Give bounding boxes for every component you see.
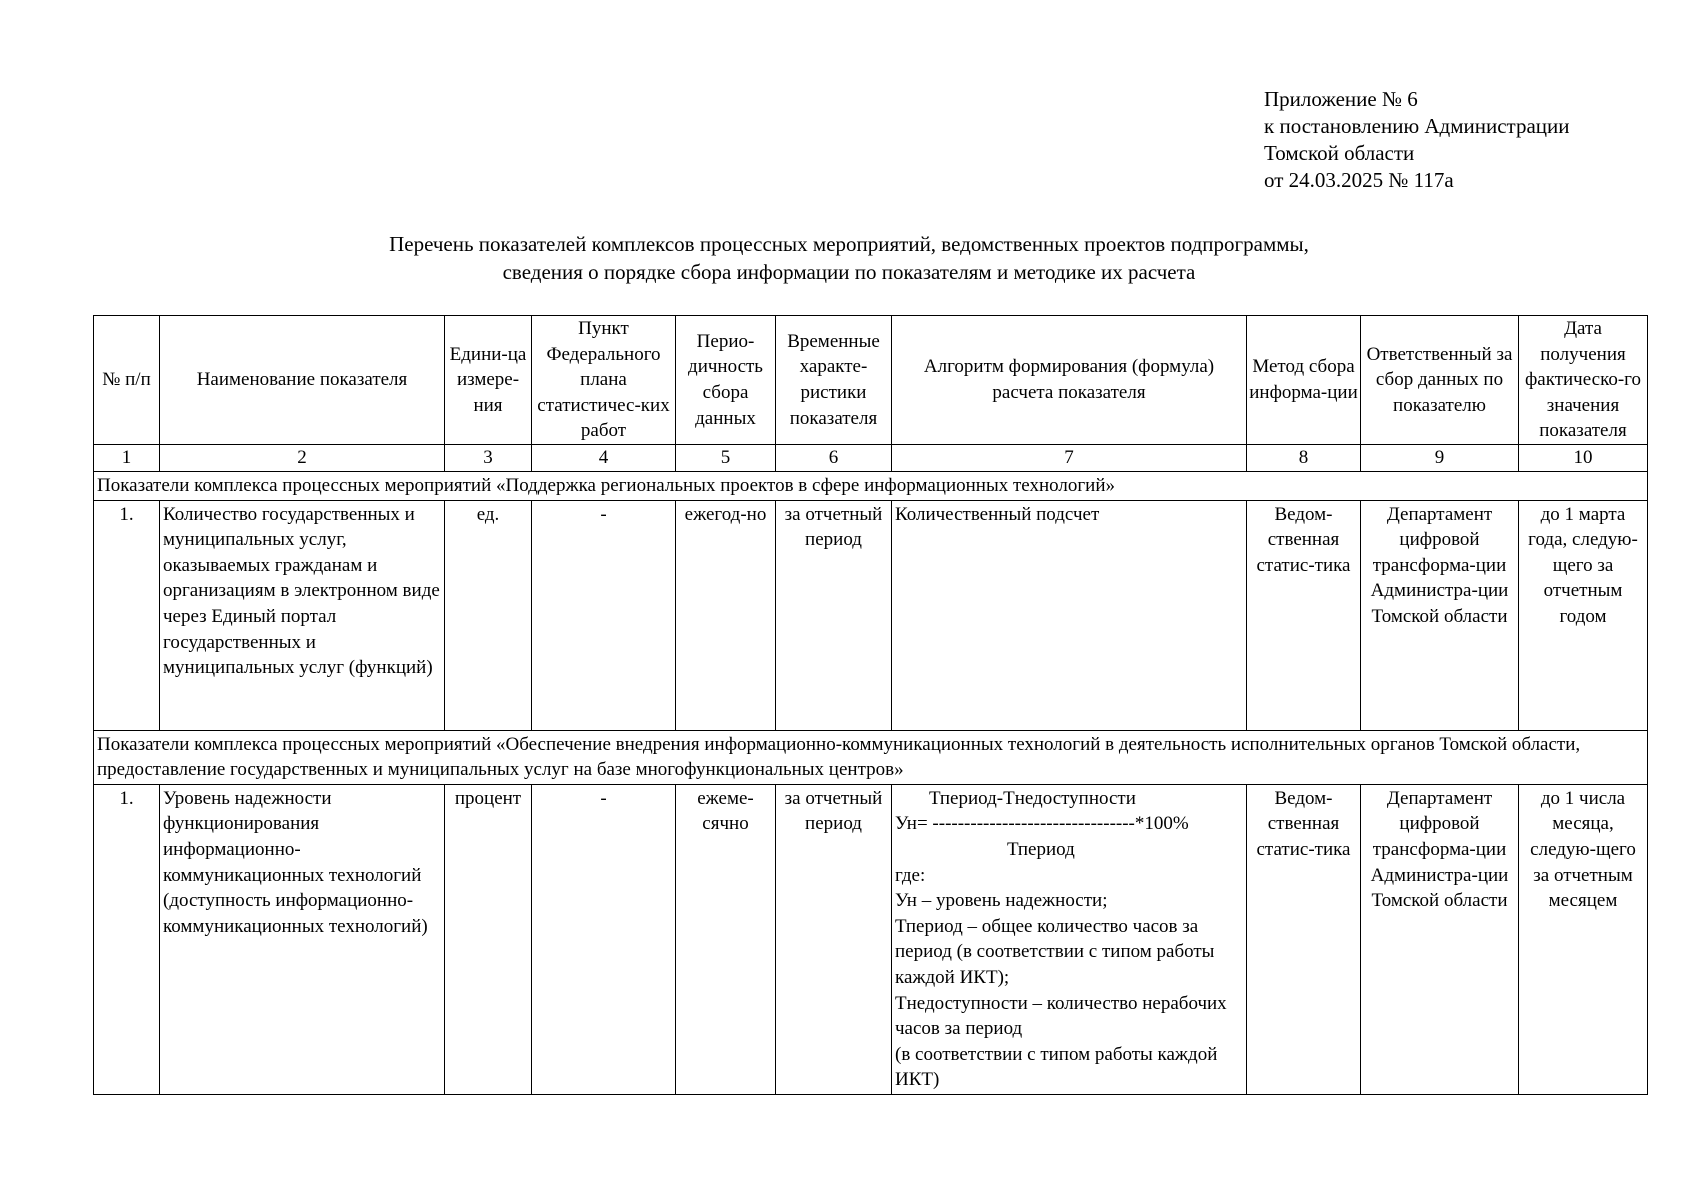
header-cell: Наименование показателя <box>160 316 445 445</box>
unit-cell: процент <box>445 784 532 1094</box>
annex-block <box>1264 86 1570 194</box>
formula-numerator: Тпериод-Тнедоступности <box>929 787 1136 809</box>
header-cell: Метод сбора информа-ции <box>1247 316 1361 445</box>
header-cell: № п/п <box>94 316 160 445</box>
date-cell: до 1 числа месяца, следую-щего за отчетным месяцем <box>1519 784 1648 1094</box>
algorithm-cell: Количественный подсчет <box>892 500 1247 730</box>
method-cell: Ведом-ственная статис-тика <box>1247 784 1361 1094</box>
responsible-cell: Департамент цифровой трансформа-ции Администра-ции Томской области <box>1361 500 1519 730</box>
header-cell: Алгоритм формирования (формула) расчета показателя <box>892 316 1247 445</box>
method-cell: Ведом-ственная статис-тика <box>1247 500 1361 730</box>
column-number: 5 <box>676 444 776 471</box>
algorithm-cell <box>892 784 1247 1094</box>
time-char-cell: за отчетный период <box>776 784 892 1094</box>
header-cell: Ответственный за сбор данных по показателю <box>1361 316 1519 445</box>
column-number: 8 <box>1247 444 1361 471</box>
header-cell: Временные характе-ристики показателя <box>776 316 892 445</box>
periodicity-cell: ежегод-но <box>676 500 776 730</box>
table-row <box>94 784 1648 1094</box>
title-line: сведения о порядке сбора информации по показателям и методике их расчета <box>502 260 1196 284</box>
row-number: 1. <box>94 784 160 1094</box>
header-cell: Едини-ца измере-ния <box>445 316 532 445</box>
header-cell: Пункт Федерального плана статистичес-ких работ <box>532 316 676 445</box>
periodicity-cell: ежеме-сячно <box>676 784 776 1094</box>
column-number-row <box>94 444 1648 471</box>
row-number: 1. <box>94 500 160 730</box>
formula-definition: Ун – уровень надежности; <box>895 890 1108 912</box>
column-number: 6 <box>776 444 892 471</box>
column-number: 4 <box>532 444 676 471</box>
formula-definition: (в соответствии с типом работы каждой ИКТ) <box>895 1043 1218 1091</box>
formula-definition: Тпериод – общее количество часов за период (в соответствии с типом работы каждой ИКТ); <box>895 915 1215 988</box>
annex-line: от 24.03.2025 № 117а <box>1264 168 1454 192</box>
column-number: 2 <box>160 444 445 471</box>
section-title: Показатели комплекса процессных мероприятий «Обеспечение внедрения информационно-коммуникационных технологий в деятельность исполнительных органов Томской области, предоставление государственных и муниципальных услуг на базе многофункциональных центров» <box>94 730 1648 784</box>
header-cell: Перио-дичность сбора данных <box>676 316 776 445</box>
column-number: 9 <box>1361 444 1519 471</box>
section-title: Показатели комплекса процессных мероприятий «Поддержка региональных проектов в сфере информационных технологий» <box>94 471 1648 500</box>
formula-where: где: <box>895 864 926 886</box>
annex-line: Томской области <box>1264 141 1415 165</box>
indicators-table <box>93 315 1648 1095</box>
formula-line: Ун= --------------------------------*100% <box>895 813 1189 835</box>
column-number: 7 <box>892 444 1247 471</box>
annex-line: Приложение № 6 <box>1264 87 1418 111</box>
formula-denominator: Тпериод <box>1007 838 1075 860</box>
section-row <box>94 471 1648 500</box>
date-cell: до 1 марта года, следую-щего за отчетным годом <box>1519 500 1648 730</box>
header-row <box>94 316 1648 445</box>
section-row <box>94 730 1648 784</box>
header-cell: Дата получения фактическо-го значения показателя <box>1519 316 1648 445</box>
indicator-name: Уровень надежности функционирования информационно-коммуникационных технологий (доступность информационно-коммуникационных технологий) <box>160 784 445 1094</box>
fed-plan-cell: - <box>532 500 676 730</box>
document-title <box>0 230 1698 286</box>
fed-plan-cell: - <box>532 784 676 1094</box>
responsible-cell: Департамент цифровой трансформа-ции Администра-ции Томской области <box>1361 784 1519 1094</box>
annex-line: к постановлению Администрации <box>1264 114 1570 138</box>
column-number: 1 <box>94 444 160 471</box>
indicator-name: Количество государственных и муниципальных услуг, оказываемых гражданам и организациям в электронном виде через Единый портал государственных и муниципальных услуг (функций) <box>160 500 445 730</box>
column-number: 10 <box>1519 444 1648 471</box>
column-number: 3 <box>445 444 532 471</box>
time-char-cell: за отчетный период <box>776 500 892 730</box>
formula-definition: Тнедоступности – количество нерабочих часов за период <box>895 992 1227 1040</box>
unit-cell: ед. <box>445 500 532 730</box>
title-line: Перечень показателей комплексов процессных мероприятий, ведомственных проектов подпрограммы, <box>389 232 1309 256</box>
table-row <box>94 500 1648 730</box>
